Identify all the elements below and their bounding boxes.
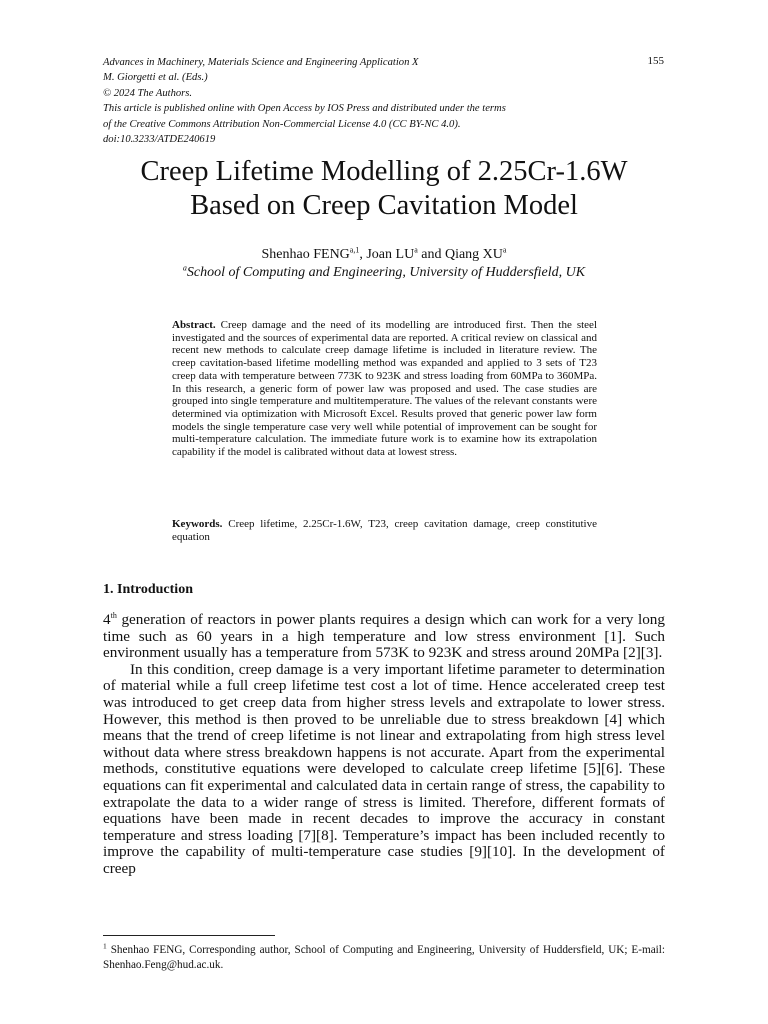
paragraph: In this condition, creep damage is a very important lifetime parameter to determination of material while a full creep lifetime test cost a lot of time. Hence accelerated creep test was introduced to get creep data from higher stress levels and extrapolate to lower stress. However, this method is then proved to be unreliable due to stress breakdown [4] which means that the trend of creep lifetime is not linear and extrapolating from high stress level without data where stress breakdown happens is not accurate. Apart from the experimental methods, constitutive equations were developed to calculate creep lifetime [5][6]. These equations can fit experimental and calculated data in certain range of stress, the capability to extrapolate the data to a wider range of stress is limited. Therefore, different formats of equations have been made in recent decades to improve the accuracy in constant temperature and stress loading [7][8]. Temperature’s impact has been included recently to improve the capability of multi-temperature case studies [9][10]. In the development of creep [103, 660, 665, 877]
affiliation-mark: a [182, 263, 187, 273]
page-number: 155 [647, 55, 664, 67]
footnote [103, 943, 665, 973]
author-affiliation-mark: a [414, 245, 418, 255]
keywords [172, 518, 597, 543]
body-text [103, 612, 665, 878]
author-separator: and [417, 247, 445, 262]
paper-title [80, 155, 688, 223]
author-list [80, 246, 688, 264]
affiliation [80, 264, 688, 282]
footnote-text: Shenhao FENG, Corresponding author, School of Computing and Engineering, University of Huddersfield, UK; E-mail: Shenhao.Feng@hud.ac.uk. [103, 944, 665, 971]
license-line-1: This article is published online with Open Access by IOS Press and distributed under the terms [103, 103, 506, 115]
title-line-1: Creep Lifetime Modelling of 2.25Cr-1.6W [140, 156, 628, 187]
abstract-text: Creep damage and the need of its modelling are introduced first. Then the steel investigated and the sources of experimental data are reported. A critical review on classical and recent new methods to calculate creep damage lifetime is included in literature review. The creep cavitation-based lifetime modelling method was expanded and applied to 3 sets of T23 creep data with temperature between 773K to 923K and stress loading from 60MPa to 360MPa. In this research, a generic form of power law was proposed and used. The case studies are grouped into single temperature and multitemperature. The values of the relevant constants were determined via optimization with Microsoft Excel. Results proved that generic power law form models the single temperature case very well while potential of improvement can be sought for multi-temperature calculation. The immediate future work is to examine how its extrapolation capability if the model is calibrated without data at lowest stress. [172, 319, 597, 459]
keywords-text: Creep lifetime, 2.25Cr-1.6W, T23, creep cavitation damage, creep constitutive equation [172, 518, 597, 543]
journal-title: Advances in Machinery, Materials Science and Engineering Application X [103, 57, 419, 68]
paragraph [103, 612, 665, 662]
affiliation-text: School of Computing and Engineering, University of Huddersfield, UK [186, 265, 586, 280]
paragraph-text: generation of reactors in power plants requires a design which can work for a very long time such as 60 years in a high temperature and low stress environment [1]. Such environment usually has a temperature from 573K to 923K and stress around 20MPa [2][3]. [103, 611, 665, 662]
author-name: Joan LU [366, 247, 415, 262]
author-name: Shenhao FENG [261, 247, 350, 262]
author-name: Qiang XU [444, 247, 503, 262]
copyright: © 2024 The Authors. [103, 87, 193, 99]
running-header [103, 55, 665, 147]
author-affiliation-mark: a,1 [349, 245, 360, 255]
abstract-label: Abstract. [172, 319, 216, 331]
ordinal-suffix: th [110, 610, 117, 620]
footnote-mark: 1 [103, 941, 107, 951]
editors: M. Giorgetti et al. (Eds.) [103, 72, 208, 84]
keywords-label: Keywords. [172, 518, 223, 530]
doi: doi:10.3233/ATDE240619 [103, 134, 216, 146]
author-separator: , [359, 247, 367, 262]
section-heading: 1. Introduction [103, 582, 193, 597]
author-affiliation-mark: a [502, 245, 507, 255]
ordinal-number: 4 [103, 611, 111, 628]
license-line-2: of the Creative Commons Attribution Non-Commercial License 4.0 (CC BY-NC 4.0). [103, 118, 461, 130]
footnote-divider [103, 935, 275, 936]
abstract [172, 319, 597, 459]
title-line-2: Based on Creep Cavitation Model [190, 190, 578, 221]
